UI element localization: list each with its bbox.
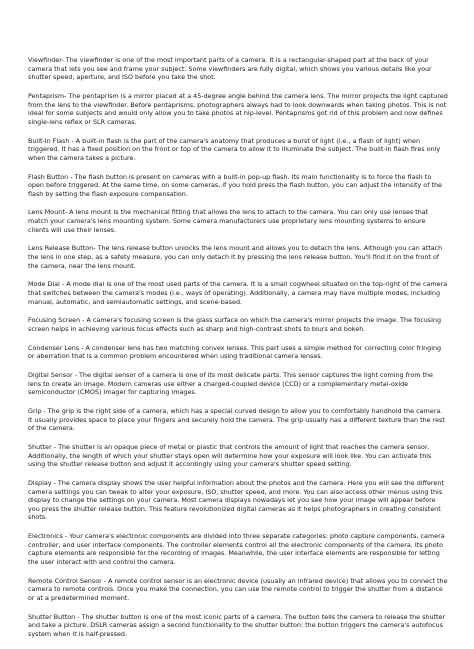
paragraph-shutter-button: Shutter Button - The shutter button is one of the most iconic parts of a camera. The button tells the camera to release the shutter and take a picture. DSLR cameras assign a second functionality to the shutter button: the button triggers the camera's autofocus system when it is half-pressed. bbox=[28, 612, 446, 638]
paragraph-pentaprism: Pentaprism- The pentaprism is a mirror placed at a 45-degree angle behind the camera lens. The mirror projects the light captured from the lens to the viewfinder. Before pentaprisms, photographers always had to look downwards when taking photos. This is not ideal for some subjects and would only allow you to take photos at hip-level. Pentaprisms got rid of this problem and now defines single-lens reflex or SLR cameras. bbox=[28, 91, 448, 126]
paragraph-mode-dial: Mode Dial - A mode dial is one of the most used parts of the camera. It is a small cogwheel situated on the top-right of the camera that switches between the camera's modes (i.e., ways of operating). Additionally, a camera may have multiple modes, including manual, automatic, and semiautomatic settings, and scene-based. bbox=[28, 280, 448, 306]
paragraph-shutter: Shutter - The shutter is an opaque piece of metal or plastic that controls the amount of light that reaches the camera sensor. Additionally, the length of which your shutter stays open will determine how your exposure will look like. You can activate this using the shutter release button and adjust it accordingly using your camera's shutter speed setting. bbox=[28, 443, 432, 469]
paragraph-display: Display - The camera display shows the user helpful information about the photos and the camera. Here you will see the different camera settings you can tweak to alter your exposure, ISO, shutter speed, and more. You can also access other menus using this display to change the settings on your camera. Most camera displays nowadays let you see how your image will appear before you press the shutter release button. This feature revolutionized digital cameras as it helps photographers in creating consistent shots. bbox=[28, 479, 444, 522]
document-page bbox=[28, 56, 448, 649]
paragraph-remote-control-sensor: Remote Control Sensor - A remote control sensor is an electronic device (usually an infrared device) that allows you to connect the camera to remote controls. Once you make the connection, you can use the remote control to trigger the shutter from a distance or at a predetermined moment. bbox=[28, 576, 448, 602]
paragraph-grip: Grip - The grip is the right side of a camera, which has a special curved design to allow you to comfortably handhold the camera. It usually provides space to place your fingers and securely hold the camera. The grip usually has a different texture than the rest of the camera. bbox=[28, 407, 445, 433]
paragraph-electronics: Electronics - Your camera's electronic components are divided into three separate categories: photo capture components, camera controller, and user interface components. The controller elements control all the electronic components of the camera. Its photo capture elements are responsible for the recording of images. Meanwhile, the user interface elements are responsible for letting the user interact with and control the camera. bbox=[28, 532, 445, 566]
paragraph-focusing-screen: Focusing Screen - A camera's focusing screen is the glass surface on which the camera's mirror projects the image. The focusing screen helps in achieving various focus effects such as sharp and high-contrast shots to blurs and bokeh. bbox=[28, 316, 441, 333]
paragraph-digital-sensor: Digital Sensor - The digital sensor of a camera is one of its most delicate parts. This sensor captures the light coming from the lens to create an image. Modern cameras use either a charged-coupled device (CCD) or a complementary metal-oxide semiconductor (CMOS) imager for capturing images. bbox=[28, 371, 433, 397]
paragraph-viewfinder: Viewfinder- The viewfinder is one of the most important parts of a camera. It is a rectangular-shaped part at the back of your camera that lets you see and frame your subject. Some viewfinders are fully digital, which shows you various details like your shutter speed, aperture, and ISO before you take the shot. bbox=[28, 56, 432, 82]
paragraph-lens-release-button: Lens Release Button- The lens release button unlocks the lens mount and allows you to detach the lens. Although you can attach the lens in one step, as a safety measure, you can only detach it by pressing the lens release button. You'll find it on the front of the camera, near the lens mount. bbox=[28, 244, 443, 270]
paragraph-flash-button: Flash Button - The flash button is present on cameras with a built-in pop-up flash. Its main functionality is to force the flash to open before triggered. At the same time, on some cameras, if you hold press the flash button, you can adjust the intensity of the flash by setting the flash exposure compensation. bbox=[28, 172, 442, 198]
paragraph-built-in-flash: Built-in Flash - A built-in flash is the part of the camera's anatomy that produces a burst of light (i.e., a flash of light) when triggered. It has a fixed position on the front or top of the camera to allow it to illuminate the subject. The built-in flash fires only when the camera takes a picture. bbox=[28, 136, 441, 162]
paragraph-lens-mount: Lens Mount- A lens mount is the mechanical fitting that allows the lens to attach to the camera. You can only use lenses that match your camera's lens mounting system. Some camera manufacturers use proprietary lens mounting systems to ensure clients will use their lenses. bbox=[28, 208, 429, 234]
paragraph-condenser-lens: Condenser Lens - A condenser lens has two matching convex lenses. This part uses a simple method for correcting color fringing or aberration that is a common problem encountered when using traditional camera lenses. bbox=[28, 343, 442, 361]
